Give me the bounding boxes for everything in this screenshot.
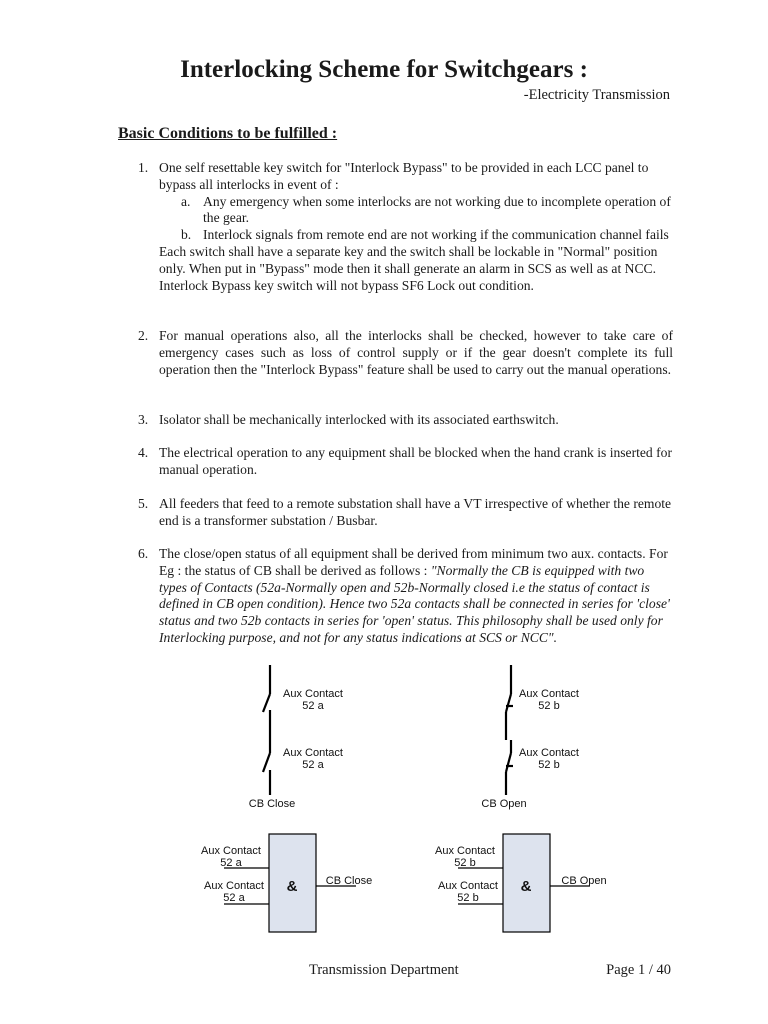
contact-label: Aux Contact: [283, 688, 343, 700]
contact-label: 52 a: [302, 759, 324, 771]
contact-52b-1-blade: [506, 694, 511, 712]
list-item-4: [138, 445, 673, 479]
sub-item-a: [159, 194, 673, 228]
contact-52a-2-blade: [263, 753, 270, 772]
list-item-3: [138, 412, 673, 429]
item-text: Isolator shall be mechanically interlocked with its associated earthswitch.: [159, 412, 559, 427]
sub-item-text: Interlock signals from remote end are not working if the communication channel fails: [203, 227, 669, 243]
contact-label: Aux Contact: [519, 688, 579, 700]
gate-input-label: 52 b: [454, 857, 476, 869]
gate-input-label: 52 b: [457, 892, 479, 904]
footer-page-number: Page 1 / 40: [606, 962, 671, 978]
item-number: 3.: [138, 412, 149, 427]
contact-label: Aux Contact: [283, 747, 343, 759]
gate-input-label: 52 a: [223, 892, 245, 904]
sub-item-text: Any emergency when some interlocks are not working due to incomplete operation of the gear.: [203, 193, 671, 226]
footer-department: Transmission Department: [309, 962, 459, 978]
item-text: All feeders that feed to a remote substation shall have a VT irrespective of whether the remote end is a transformer substation / Busbar.: [159, 496, 672, 528]
list-item-1: [138, 160, 673, 294]
section-heading: Basic Conditions to be fulfilled :: [118, 125, 338, 142]
cb-close-label: CB Close: [248, 798, 296, 810]
cb-open-label: CB Open: [481, 798, 527, 810]
document-title: Interlocking Scheme for Switchgears :: [180, 56, 588, 83]
contact-label: Aux Contact: [519, 747, 579, 759]
gate-output-label: CB Close: [325, 875, 373, 887]
item-number: 1.: [138, 160, 149, 175]
contact-label: 52 a: [302, 700, 324, 712]
item-number: 4.: [138, 445, 149, 460]
list-item-2: [138, 328, 673, 378]
item-number: 2.: [138, 328, 149, 343]
gate-input-label: Aux Contact: [438, 880, 498, 892]
contact-label: 52 b: [538, 759, 560, 771]
gate-input-label: Aux Contact: [435, 845, 495, 857]
item-italic-text: "Normally the CB is equipped with two types of Contacts (52a-Normally open and 52b-Normally closed i.e the status of contact is defined in CB open condition). Hence two 52a contacts shall be connected in series for 'close' status and two 52b contacts in series for 'open' status. This philosophy shall be used only for Interlocking purpose, and not for any status indications at SCS or NCC".: [159, 562, 670, 645]
gate-input-label: 52 a: [220, 857, 242, 869]
gate-input-label: Aux Contact: [204, 880, 264, 892]
item-text: One self resettable key switch for "Interlock Bypass" to be provided in each LCC panel to bypass all interlocks in event of :: [159, 160, 649, 192]
sub-item-b: [159, 227, 673, 244]
document-subtitle: -Electricity Transmission: [523, 87, 670, 103]
list-item-6: [138, 546, 673, 647]
sub-item-label: a.: [181, 193, 191, 209]
and-symbol: &: [286, 878, 298, 895]
item-text: For manual operations also, all the interlocks shall be checked, however to take care of emergency cases such as loss of control supply or if the gear doesn't complete its full operation then the "Interlock Bypass" feature shall be used to carry out the manual operations.: [159, 328, 673, 377]
contact-52a-1-blade: [263, 694, 270, 712]
and-symbol: &: [520, 878, 532, 895]
contact-52b-2-blade: [506, 753, 511, 772]
item-number: 5.: [138, 496, 149, 511]
item-tail-text: Each switch shall have a separate key and the switch shall be lockable in "Normal" position only. When put in "Bypass" mode then it shall generate an alarm in SCS as well as at NCC. Interlock Bypass key switch will not bypass SF6 Lock out condition.: [159, 243, 658, 293]
contact-label: 52 b: [538, 700, 560, 712]
item-text: The close/open status of all equipment shall be derived from minimum two aux. contacts. For Eg : the status of CB shall be derived as follows :: [159, 546, 668, 578]
item-text: The electrical operation to any equipment shall be blocked when the hand crank is inserted for manual operation.: [159, 445, 672, 477]
sub-item-label: b.: [181, 227, 192, 243]
list-item-5: [138, 496, 673, 530]
gate-output-label: CB Open: [561, 875, 607, 887]
gate-input-label: Aux Contact: [201, 845, 261, 857]
item-number: 6.: [138, 546, 149, 561]
interlock-diagram: [0, 660, 768, 950]
